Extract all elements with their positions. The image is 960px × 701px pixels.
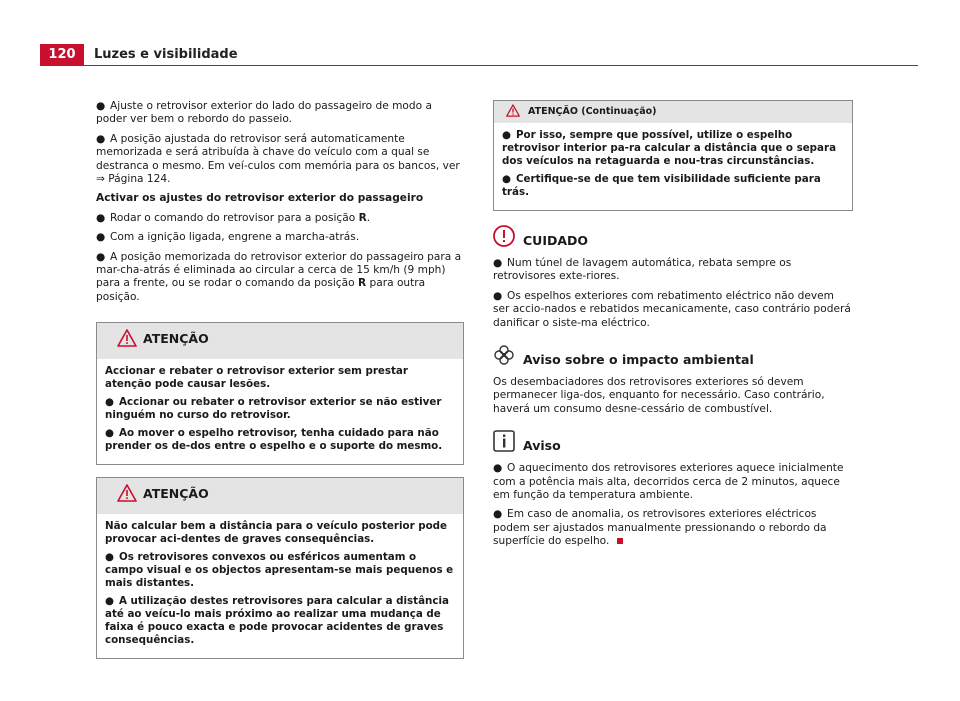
warning-header (97, 478, 463, 514)
warning-body (494, 123, 852, 210)
list-item: ● Em caso de anomalia, os retrovisores exteriores eléctricos podem ser ajustados manualmente pressionando o rebordo da superfície do espelho. (493, 508, 827, 548)
caution-icon (493, 225, 515, 247)
warning-triangle-icon (506, 104, 520, 117)
warning-header (97, 323, 463, 359)
list-item: ● Os espelhos exteriores com rebatimento eléctrico não devem ser accio-nados e rebatidos mecanicamente, caso contrário poderá danificar o siste-ma eléctrico. (493, 289, 851, 329)
warning-title: ATENÇÃO (143, 331, 209, 347)
warning-body: Accionar e rebater o retrovisor exterior sem prestar atenção pode causar lesões. ● Accionar ou rebater o retrovisor exterior se não estiver ninguém no curso do retrovisor. ● Ao mover o espelho retrovisor, tenha cuidado para não prender os de-dos entre o espelho e o suporte do mesmo. (97, 359, 463, 464)
warning-triangle-icon (117, 484, 137, 502)
page-number: 120 (40, 44, 84, 66)
list-item: ● Certifique-se de que tem visibilidade suficiente para trás. (502, 173, 821, 198)
warning-title: ATENÇÃO (Continuação) (528, 106, 657, 117)
environment-title: Aviso sobre o impacto ambiental (523, 352, 754, 368)
list-item: ● A posição ajustada do retrovisor será automaticamente memorizada e será atribuída à chave do veículo com a qual se destranca o mesmo. Em veí-culos com memória para os bancos, ver ⇒ Página 124. (96, 132, 460, 186)
warning-body: Não calcular bem a distância para o veículo posterior pode provocar aci-dentes de graves consequências. ● Os retrovisores convexos ou esféricos aumentam o campo visual e os objectos apresentam-se mais pequenos e mais distantes. ● A utilização destes retrovisores para calcular a distância até ao veícu-lo mais próximo ao realizar uma mudança de faixa é pouco exacta e pode provocar acidentes de graves consequências. (105, 520, 454, 647)
list-item: ● A utilização destes retrovisores para calcular a distância até ao veícu-lo mais próximo ao realizar uma mudança de faixa é pouco exacta e pode provocar acidentes de graves consequências. (105, 595, 449, 647)
warning-triangle-icon (117, 329, 137, 347)
note-heading (493, 430, 853, 456)
list-item: ● Os retrovisores convexos ou esféricos aumentam o campo visual e os objectos apresentam-se mais pequenos e mais distantes. (105, 551, 454, 590)
list-item: ● Accionar ou rebater o retrovisor exterior se não estiver ninguém no curso do retrovisor. (105, 396, 442, 422)
subheading: Activar os ajustes do retrovisor exterior do passageiro (96, 192, 424, 205)
end-of-section-mark (617, 538, 623, 544)
flower-environment-icon (493, 344, 515, 366)
left-column (96, 100, 464, 671)
warning-continuation-box (493, 100, 853, 211)
list-item: ● Ajuste o retrovisor exterior do lado do passageiro de modo a poder ver bem o rebordo do passeio. (96, 100, 432, 126)
warning-header (494, 101, 852, 123)
info-icon (493, 430, 515, 452)
note-title: Aviso (523, 438, 561, 454)
environment-heading (493, 344, 853, 370)
warning-title: ATENÇÃO (143, 486, 209, 502)
header-rule (84, 65, 918, 66)
list-item: ● Num túnel de lavagem automática, rebata sempre os retrovisores exte-riores. (493, 257, 792, 283)
list-item: ● Rodar o comando do retrovisor para a posição R. (96, 211, 371, 224)
list-item: ● O aquecimento dos retrovisores exteriores aquece inicialmente com a potência mais alta, decorridos cerca de 2 minutos, aquece em função da temperatura ambiente. (493, 462, 844, 502)
page-title: Luzes e visibilidade (94, 47, 238, 62)
caution-heading (493, 225, 853, 251)
list-item: ● A posição memorizada do retrovisor exterior do passageiro para a mar-cha-atrás é eliminada ao circular a cerca de 15 km/h (9 mph) para a frente, ou se rodar o comando da posição R para outra posição. (96, 250, 462, 303)
right-column (493, 100, 853, 555)
environment-text: Os desembaciadores dos retrovisores exteriores só devem permanecer liga-dos, enquanto for necessário. Caso contrário, haverá um consumo desne-cessário de combustível. (493, 376, 825, 415)
warning-box (96, 322, 464, 465)
list-item: ● Com a ignição ligada, engrene a marcha-atrás. (96, 231, 360, 244)
warning-box (96, 477, 464, 659)
caution-title: CUIDADO (523, 233, 589, 248)
list-item: ● Ao mover o espelho retrovisor, tenha cuidado para não prender os de-dos entre o espelho e o suporte do mesmo. (105, 427, 443, 453)
list-item: ● Por isso, sempre que possível, utilize o espelho retrovisor interior pa-ra calcular a distância que o separa dos veículos na retaguarda e nou-tras circunstâncias. (502, 129, 837, 167)
